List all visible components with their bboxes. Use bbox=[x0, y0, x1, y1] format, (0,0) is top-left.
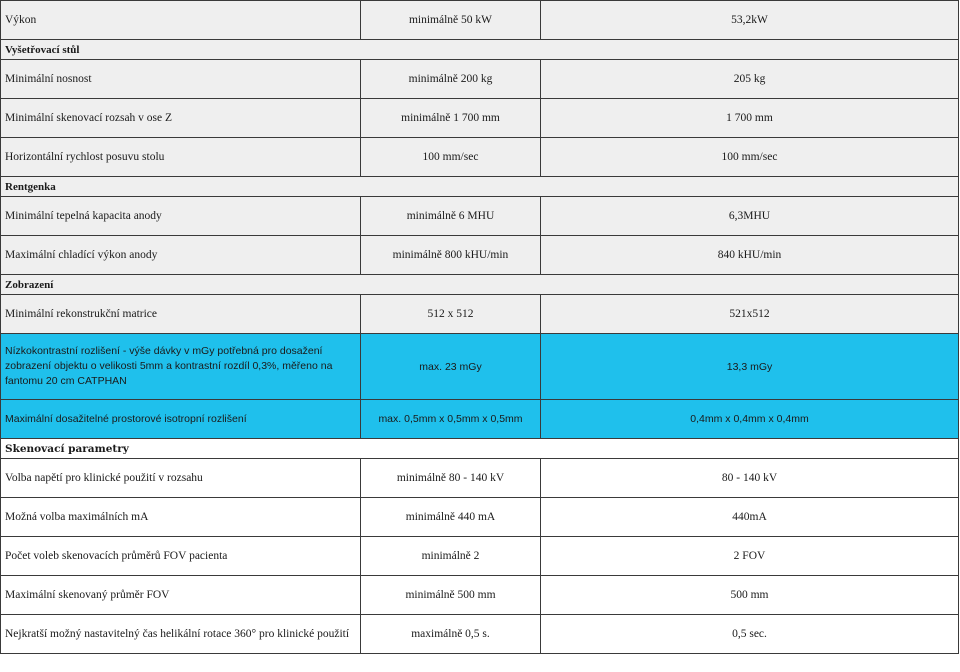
requirement-cell: minimálně 800 kHU/min bbox=[361, 236, 541, 275]
offered-value-cell: 53,2kW bbox=[541, 1, 959, 40]
offered-value-cell: 80 - 140 kV bbox=[541, 459, 959, 498]
parameter-cell: Minimální tepelná kapacita anody bbox=[1, 197, 361, 236]
offered-value-cell: 521x512 bbox=[541, 295, 959, 334]
table-row bbox=[1, 60, 959, 99]
table-row bbox=[1, 99, 959, 138]
table-row bbox=[1, 295, 959, 334]
section-header-row bbox=[1, 40, 959, 60]
section-title: Rentgenka bbox=[1, 177, 959, 197]
offered-value-cell: 0,5 sec. bbox=[541, 615, 959, 654]
section-title: Vyšetřovací stůl bbox=[1, 40, 959, 60]
requirement-cell: 100 mm/sec bbox=[361, 138, 541, 177]
parameter-cell: Maximální chladící výkon anody bbox=[1, 236, 361, 275]
offered-value-cell: 500 mm bbox=[541, 576, 959, 615]
requirement-cell: minimálně 500 mm bbox=[361, 576, 541, 615]
highlighted-row bbox=[1, 334, 959, 400]
offered-value-cell: 0,4mm x 0,4mm x 0,4mm bbox=[541, 400, 959, 439]
requirement-cell: minimálně 80 - 140 kV bbox=[361, 459, 541, 498]
parameter-cell: Maximální skenovaný průměr FOV bbox=[1, 576, 361, 615]
parameter-cell: Nejkratší možný nastavitelný čas helikální rotace 360° pro klinické použití bbox=[1, 615, 361, 654]
table-row bbox=[1, 498, 959, 537]
table-row bbox=[1, 615, 959, 654]
offered-value-cell: 13,3 mGy bbox=[541, 334, 959, 400]
requirement-cell: minimálně 440 mA bbox=[361, 498, 541, 537]
section-title: Zobrazení bbox=[1, 275, 959, 295]
parameter-cell: Minimální skenovací rozsah v ose Z bbox=[1, 99, 361, 138]
table-row bbox=[1, 236, 959, 275]
requirement-cell: max. 0,5mm x 0,5mm x 0,5mm bbox=[361, 400, 541, 439]
offered-value-cell: 840 kHU/min bbox=[541, 236, 959, 275]
table-row bbox=[1, 1, 959, 40]
offered-value-cell: 2 FOV bbox=[541, 537, 959, 576]
parameter-cell: Maximální dosažitelné prostorové isotropní rozlišení bbox=[1, 400, 361, 439]
requirement-cell: minimálně 1 700 mm bbox=[361, 99, 541, 138]
offered-value-cell: 440mA bbox=[541, 498, 959, 537]
table-row bbox=[1, 537, 959, 576]
section-title: Skenovací parametry bbox=[1, 439, 959, 459]
requirement-cell: max. 23 mGy bbox=[361, 334, 541, 400]
table-row bbox=[1, 576, 959, 615]
parameter-cell: Minimální rekonstrukční matrice bbox=[1, 295, 361, 334]
parameter-cell: Možná volba maximálních mA bbox=[1, 498, 361, 537]
parameter-cell: Volba napětí pro klinické použití v rozsahu bbox=[1, 459, 361, 498]
table-row bbox=[1, 459, 959, 498]
requirement-cell: minimálně 6 MHU bbox=[361, 197, 541, 236]
requirement-cell: maximálně 0,5 s. bbox=[361, 615, 541, 654]
highlighted-row bbox=[1, 400, 959, 439]
table-row bbox=[1, 138, 959, 177]
parameter-cell: Nízkokontrastní rozlišení - výše dávky v mGy potřebná pro dosažení zobrazení objektu o velikosti 5mm a kontrastní rozdíl 0,3%, měřeno na fantomu 20 cm CATPHAN bbox=[1, 334, 361, 400]
offered-value-cell: 6,3MHU bbox=[541, 197, 959, 236]
requirement-cell: minimálně 2 bbox=[361, 537, 541, 576]
table-row bbox=[1, 197, 959, 236]
offered-value-cell: 205 kg bbox=[541, 60, 959, 99]
offered-value-cell: 1 700 mm bbox=[541, 99, 959, 138]
requirement-cell: 512 x 512 bbox=[361, 295, 541, 334]
parameter-cell: Horizontální rychlost posuvu stolu bbox=[1, 138, 361, 177]
offered-value-cell: 100 mm/sec bbox=[541, 138, 959, 177]
parameter-cell: Výkon bbox=[1, 1, 361, 40]
parameter-cell: Počet voleb skenovacích průměrů FOV pacienta bbox=[1, 537, 361, 576]
section-header-row bbox=[1, 275, 959, 295]
section-header-row bbox=[1, 439, 959, 459]
requirement-cell: minimálně 50 kW bbox=[361, 1, 541, 40]
parameter-cell: Minimální nosnost bbox=[1, 60, 361, 99]
requirement-cell: minimálně 200 kg bbox=[361, 60, 541, 99]
section-header-row bbox=[1, 177, 959, 197]
